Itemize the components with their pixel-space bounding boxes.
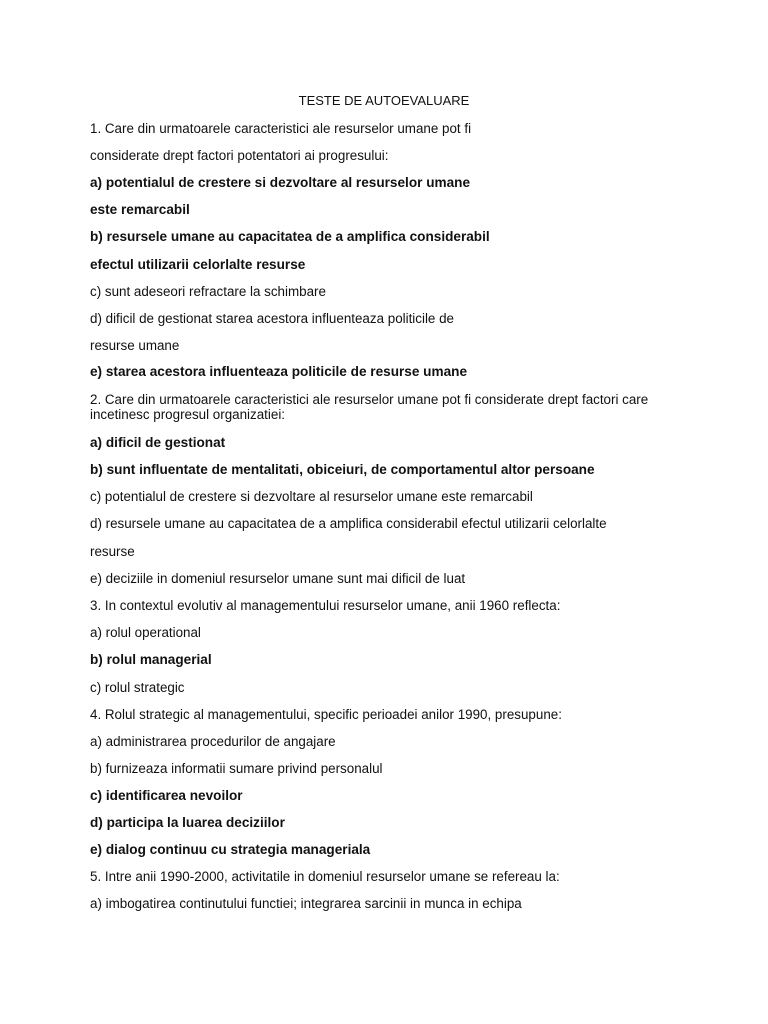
question-3-option-a: a) rolul operational [90,625,201,640]
question-3-option-b: b) rolul managerial [90,652,212,667]
question-5-option-a: a) imbogatirea continutului functiei; integrarea sarcinii in munca in echipa [90,896,522,911]
question-4-text: 4. Rolul strategic al managementului, specific perioadei anilor 1990, presupune: [90,707,562,722]
question-1-line-2: considerate drept factori potentatori ai progresului: [90,148,389,163]
document-title: TESTE DE AUTOEVALUARE [298,93,470,108]
question-2-option-b: b) sunt influentate de mentalitati, obiceiuri, de comportamentul altor persoane [90,462,595,477]
question-1-option-b-cont: efectul utilizarii celorlalte resurse [90,257,306,272]
question-4-option-a: a) administrarea procedurilor de angajare [90,734,336,749]
question-2-option-a: a) dificil de gestionat [90,435,226,450]
question-5-text: 5. Intre anii 1990-2000, activitatile in domeniul resurselor umane se refereau la: [90,869,560,884]
question-2-option-c: c) potentialul de crestere si dezvoltare al resurselor umane este remarcabil [90,489,533,504]
question-1-option-a-cont: este remarcabil [90,202,190,217]
question-4-option-b: b) furnizeaza informatii sumare privind personalul [90,761,383,776]
question-3-option-c: c) rolul strategic [90,680,185,695]
question-1-option-c: c) sunt adeseori refractare la schimbare [90,284,326,299]
question-2-option-d: d) resursele umane au capacitatea de a amplifica considerabil efectul utilizarii celorlalte [90,516,607,531]
question-2-text: 2. Care din urmatoarele caracteristici ale resurselor umane pot fi considerate drept factori care incetinesc progresul organizatiei: [90,392,649,422]
question-1-option-d: d) dificil de gestionat starea acestora influenteaza politicile de [90,311,454,326]
question-4-option-d: d) participa la luarea deciziilor [90,815,285,830]
question-4-option-c: c) identificarea nevoilor [90,788,243,803]
question-2-option-d-cont: resurse [90,544,135,559]
question-2-option-e: e) deciziile in domeniul resurselor umane sunt mai dificil de luat [90,571,466,586]
question-1-option-b: b) resursele umane au capacitatea de a amplifica considerabil [90,229,490,244]
question-3-text: 3. In contextul evolutiv al managementului resurselor umane, anii 1960 reflecta: [90,598,561,613]
question-1-line-1: 1. Care din urmatoarele caracteristici ale resurselor umane pot fi [90,121,472,136]
question-4-option-e: e) dialog continuu cu strategia manageriala [90,842,371,857]
question-1-option-a: a) potentialul de crestere si dezvoltare al resurselor umane [90,175,471,190]
question-1-option-d-cont: resurse umane [90,338,180,353]
question-1-option-e: e) starea acestora influenteaza politicile de resurse umane [90,364,468,379]
